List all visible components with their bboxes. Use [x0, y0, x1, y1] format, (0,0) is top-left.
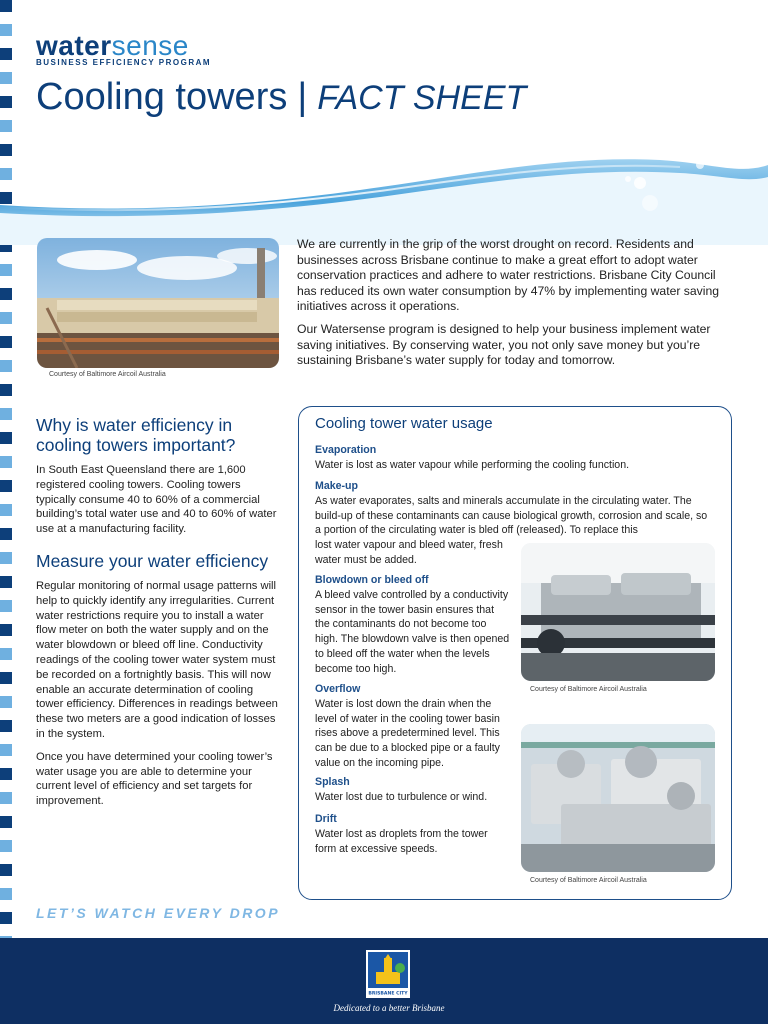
- strip-square: [0, 444, 12, 456]
- strip-square: [0, 324, 12, 336]
- title-main: Cooling towers: [36, 76, 288, 118]
- drift-title: Drift: [315, 813, 337, 825]
- strip-square: [0, 888, 12, 900]
- measure-paragraph-1: Regular monitoring of normal usage patterns will help to quickly identify any irregularities. Current water restrictions require you to install a water flow meter on both the water supply and on the water blowdown or bleed off line. Conductivity readings of the cooling tower water system must be recorded on a fortnightly basis. This will now enable an accurate determination of cooling tower efficiency. Differences in readings between these two meters are a good indication of losses in the system.: [36, 579, 278, 740]
- strip-square: [0, 900, 12, 912]
- intro-paragraph-2: Our Watersense program is designed to help your business implement water saving initiatives. By conserving water, you not only save money but you’re sustaining Brisbane’s water supply for today and tomorrow.: [297, 321, 711, 368]
- measure-heading: Measure your water efficiency: [36, 550, 269, 571]
- footer-dedicated: Dedicated to a better Brisbane: [333, 1003, 445, 1013]
- strip-square: [0, 588, 12, 600]
- intro-text: [297, 237, 727, 376]
- strip-square: [0, 408, 12, 420]
- strip-square: [0, 612, 12, 624]
- usage-splash: [315, 775, 515, 805]
- strip-square: [0, 600, 12, 612]
- makeup-body-wide: As water evaporates, salts and minerals accumulate in the circulating water. The build-up of these contaminants can cause biological growth, corrosion and scale, so a portion of the circulating water is bled off (released). To replace this: [315, 494, 708, 537]
- strip-square: [0, 744, 12, 756]
- splash-body: Water lost due to turbulence or wind.: [315, 790, 488, 803]
- strip-square: [0, 720, 12, 732]
- photo-1-caption: Courtesy of Baltimore Aircoil Australia: [49, 371, 166, 378]
- photo-2-caption: Courtesy of Baltimore Aircoil Australia: [530, 686, 647, 693]
- strip-square: [0, 696, 12, 708]
- strip-square: [0, 60, 12, 72]
- evaporation-body: Water is lost as water vapour while performing the cooling function.: [315, 458, 630, 471]
- measure-paragraph-2: Once you have determined your cooling tower’s water usage you are able to determine your current level of efficiency and set targets for improvement.: [36, 750, 273, 808]
- strip-square: [0, 636, 12, 648]
- strip-square: [0, 384, 12, 396]
- strip-square: [0, 300, 12, 312]
- strip-square: [0, 348, 12, 360]
- usage-heading: Cooling tower water usage: [315, 415, 493, 432]
- blowdown-title: Blowdown or bleed off: [315, 574, 429, 586]
- makeup-title: Make-up: [315, 480, 358, 492]
- overflow-body: Water is lost down the drain when the level of water in the cooling tower basin rises above a predetermined level. This can be due to a blocked pipe or a faulty value on the incoming pipe.: [315, 697, 500, 769]
- emblem-text: BRISBANE CITY: [368, 991, 408, 997]
- blowdown-body: A bleed valve controlled by a conductivity sensor in the tower basin ensures that the contaminants do not become too high. The blowdown valve is then opened to bleed off the water when the levels become too high.: [315, 588, 510, 675]
- title-separator: |: [297, 76, 308, 118]
- strip-square: [0, 24, 12, 36]
- strip-square: [0, 672, 12, 684]
- strip-square: [0, 84, 12, 96]
- evaporation-title: Evaporation: [315, 444, 377, 456]
- strip-square: [0, 336, 12, 348]
- strip-square: [0, 552, 12, 564]
- strip-square: [0, 108, 12, 120]
- strip-square: [0, 528, 12, 540]
- strip-square: [0, 708, 12, 720]
- cooling-tower-photo-2: [521, 543, 715, 681]
- cooling-tower-photo-3: [521, 724, 715, 872]
- strip-square: [0, 432, 12, 444]
- strip-square: [0, 36, 12, 48]
- watersense-logo: [36, 30, 211, 67]
- strip-square: [0, 792, 12, 804]
- strip-square: [0, 828, 12, 840]
- splash-title: Splash: [315, 776, 350, 788]
- strip-square: [0, 516, 12, 528]
- strip-square: [0, 480, 12, 492]
- usage-evaporation: [315, 443, 715, 473]
- strip-square: [0, 420, 12, 432]
- strip-square: [0, 624, 12, 636]
- water-wave-banner: [0, 135, 768, 245]
- brisbane-city-emblem: [366, 950, 410, 998]
- logo-program: BUSINESS EFFICIENCY PROGRAM: [36, 58, 212, 67]
- strip-square: [0, 540, 12, 552]
- strip-square: [0, 468, 12, 480]
- strip-square: [0, 396, 12, 408]
- strip-square: [0, 864, 12, 876]
- usage-drift: [315, 812, 505, 856]
- strip-square: [0, 840, 12, 852]
- tagline: LET’S WATCH EVERY DROP: [36, 905, 281, 921]
- strip-square: [0, 72, 12, 84]
- strip-square: [0, 492, 12, 504]
- usage-blowdown: [315, 573, 511, 677]
- strip-square: [0, 264, 12, 276]
- strip-square: [0, 456, 12, 468]
- drift-body: Water lost as droplets from the tower form at excessive speeds.: [315, 827, 488, 855]
- strip-square: [0, 288, 12, 300]
- logo-word-water: water: [36, 30, 112, 61]
- strip-square: [0, 852, 12, 864]
- strip-square: [0, 312, 12, 324]
- why-body: In South East Queensland there are 1,600 registered cooling towers. Cooling towers typically consume 40 to 60% of a commercial building’s total water use and 40 to 60% of water use at a manufacturing facility.: [36, 464, 277, 536]
- strip-square: [0, 756, 12, 768]
- cooling-tower-photo-1: [37, 238, 279, 368]
- strip-square: [0, 96, 12, 108]
- strip-square: [0, 876, 12, 888]
- strip-square: [0, 684, 12, 696]
- strip-square: [0, 912, 12, 924]
- strip-square: [0, 48, 12, 60]
- strip-square: [0, 660, 12, 672]
- intro-paragraph-1: We are currently in the grip of the worst drought on record. Residents and businesses across Brisbane continue to make a great effort to adopt water conservation practices and adhere to water restrictions. Brisbane City Council has reduced its own water consumption by 47% by implementing water saving initiatives across it operations.: [297, 237, 720, 314]
- strip-square: [0, 804, 12, 816]
- strip-square: [0, 12, 12, 24]
- strip-square: [0, 768, 12, 780]
- strip-square: [0, 780, 12, 792]
- strip-square: [0, 120, 12, 132]
- usage-overflow: [315, 682, 515, 771]
- strip-square: [0, 564, 12, 576]
- logo-word-sense: sense: [111, 30, 189, 61]
- page-title: [36, 76, 526, 119]
- strip-square: [0, 0, 12, 12]
- strip-square: [0, 252, 12, 264]
- makeup-body-narrow: lost water vapour and bleed water, fresh water must be added.: [315, 539, 503, 566]
- why-heading: Why is water efficiency in cooling towers important?: [36, 415, 236, 455]
- strip-square: [0, 648, 12, 660]
- strip-square: [0, 360, 12, 372]
- strip-square: [0, 816, 12, 828]
- strip-square: [0, 504, 12, 516]
- strip-square: [0, 924, 12, 936]
- strip-square: [0, 732, 12, 744]
- strip-square: [0, 276, 12, 288]
- photo-3-caption: Courtesy of Baltimore Aircoil Australia: [530, 877, 647, 884]
- strip-square: [0, 372, 12, 384]
- strip-square: [0, 576, 12, 588]
- left-column: [36, 415, 281, 817]
- overflow-title: Overflow: [315, 683, 361, 695]
- title-sub: FACT SHEET: [317, 79, 527, 117]
